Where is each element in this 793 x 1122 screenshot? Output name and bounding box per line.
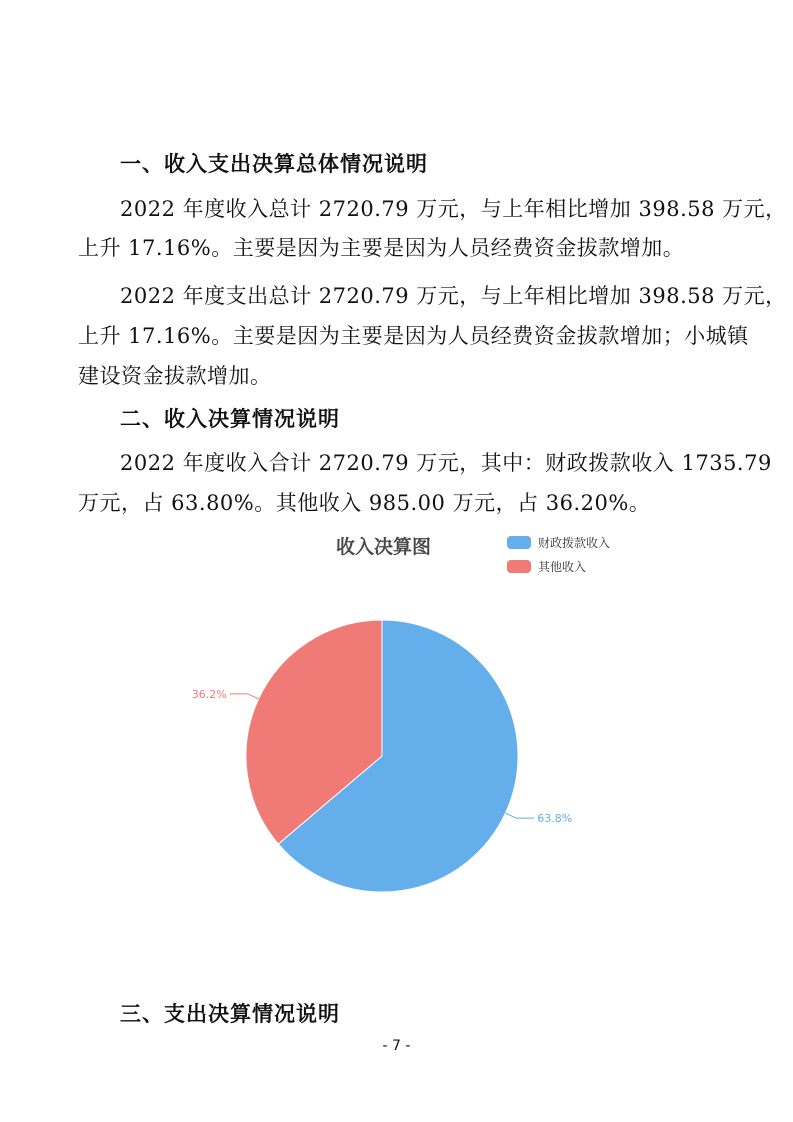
legend-label-other-income: 其他收入: [538, 559, 587, 574]
pie-label-other-income: 36.2%: [191, 687, 227, 701]
section-2-heading: 二、收入决算情况说明: [120, 407, 340, 431]
income-pie-chart: [180, 522, 640, 922]
section-1-paragraph-1-line-1: 2022 年度收入总计 2720.79 万元，与上年相比增加 398.58 万元，: [120, 197, 787, 221]
chart-title: 收入决算图: [336, 536, 432, 558]
section-2-paragraph-line-2: 万元，占 63.80%。其他收入 985.00 万元，占 36.20%。: [78, 491, 651, 515]
section-1-paragraph-2-line-1: 2022 年度支出总计 2720.79 万元，与上年相比增加 398.58 万元，: [120, 284, 787, 308]
page-number: - 7 -: [382, 1038, 411, 1054]
section-3-heading: 三、支出决算情况说明: [120, 1002, 340, 1026]
section-2-paragraph-line-1: 2022 年度收入合计 2720.79 万元，其中：财政拨款收入 1735.79: [120, 451, 772, 475]
section-1-paragraph-2-line-3: 建设资金拔款增加。: [78, 364, 272, 388]
pie-leader-line-other-income: [230, 694, 259, 699]
legend-label-fiscal-appropriation: 财政拨款收入: [538, 535, 611, 550]
section-1-paragraph-2-line-2: 上升 17.16%。主要是因为主要是因为人员经费资金拔款增加；小城镇: [78, 324, 749, 348]
pie-label-fiscal-appropriation: 63.8%: [537, 812, 573, 826]
pie-leader-line-fiscal-appropriation: [505, 813, 534, 818]
pie-chart-svg: [180, 522, 640, 922]
section-1-heading: 一、收入支出决算总体情况说明: [120, 152, 428, 176]
section-1-paragraph-1-line-2: 上升 17.16%。主要是因为主要是因为人员经费资金拔款增加。: [78, 236, 685, 260]
